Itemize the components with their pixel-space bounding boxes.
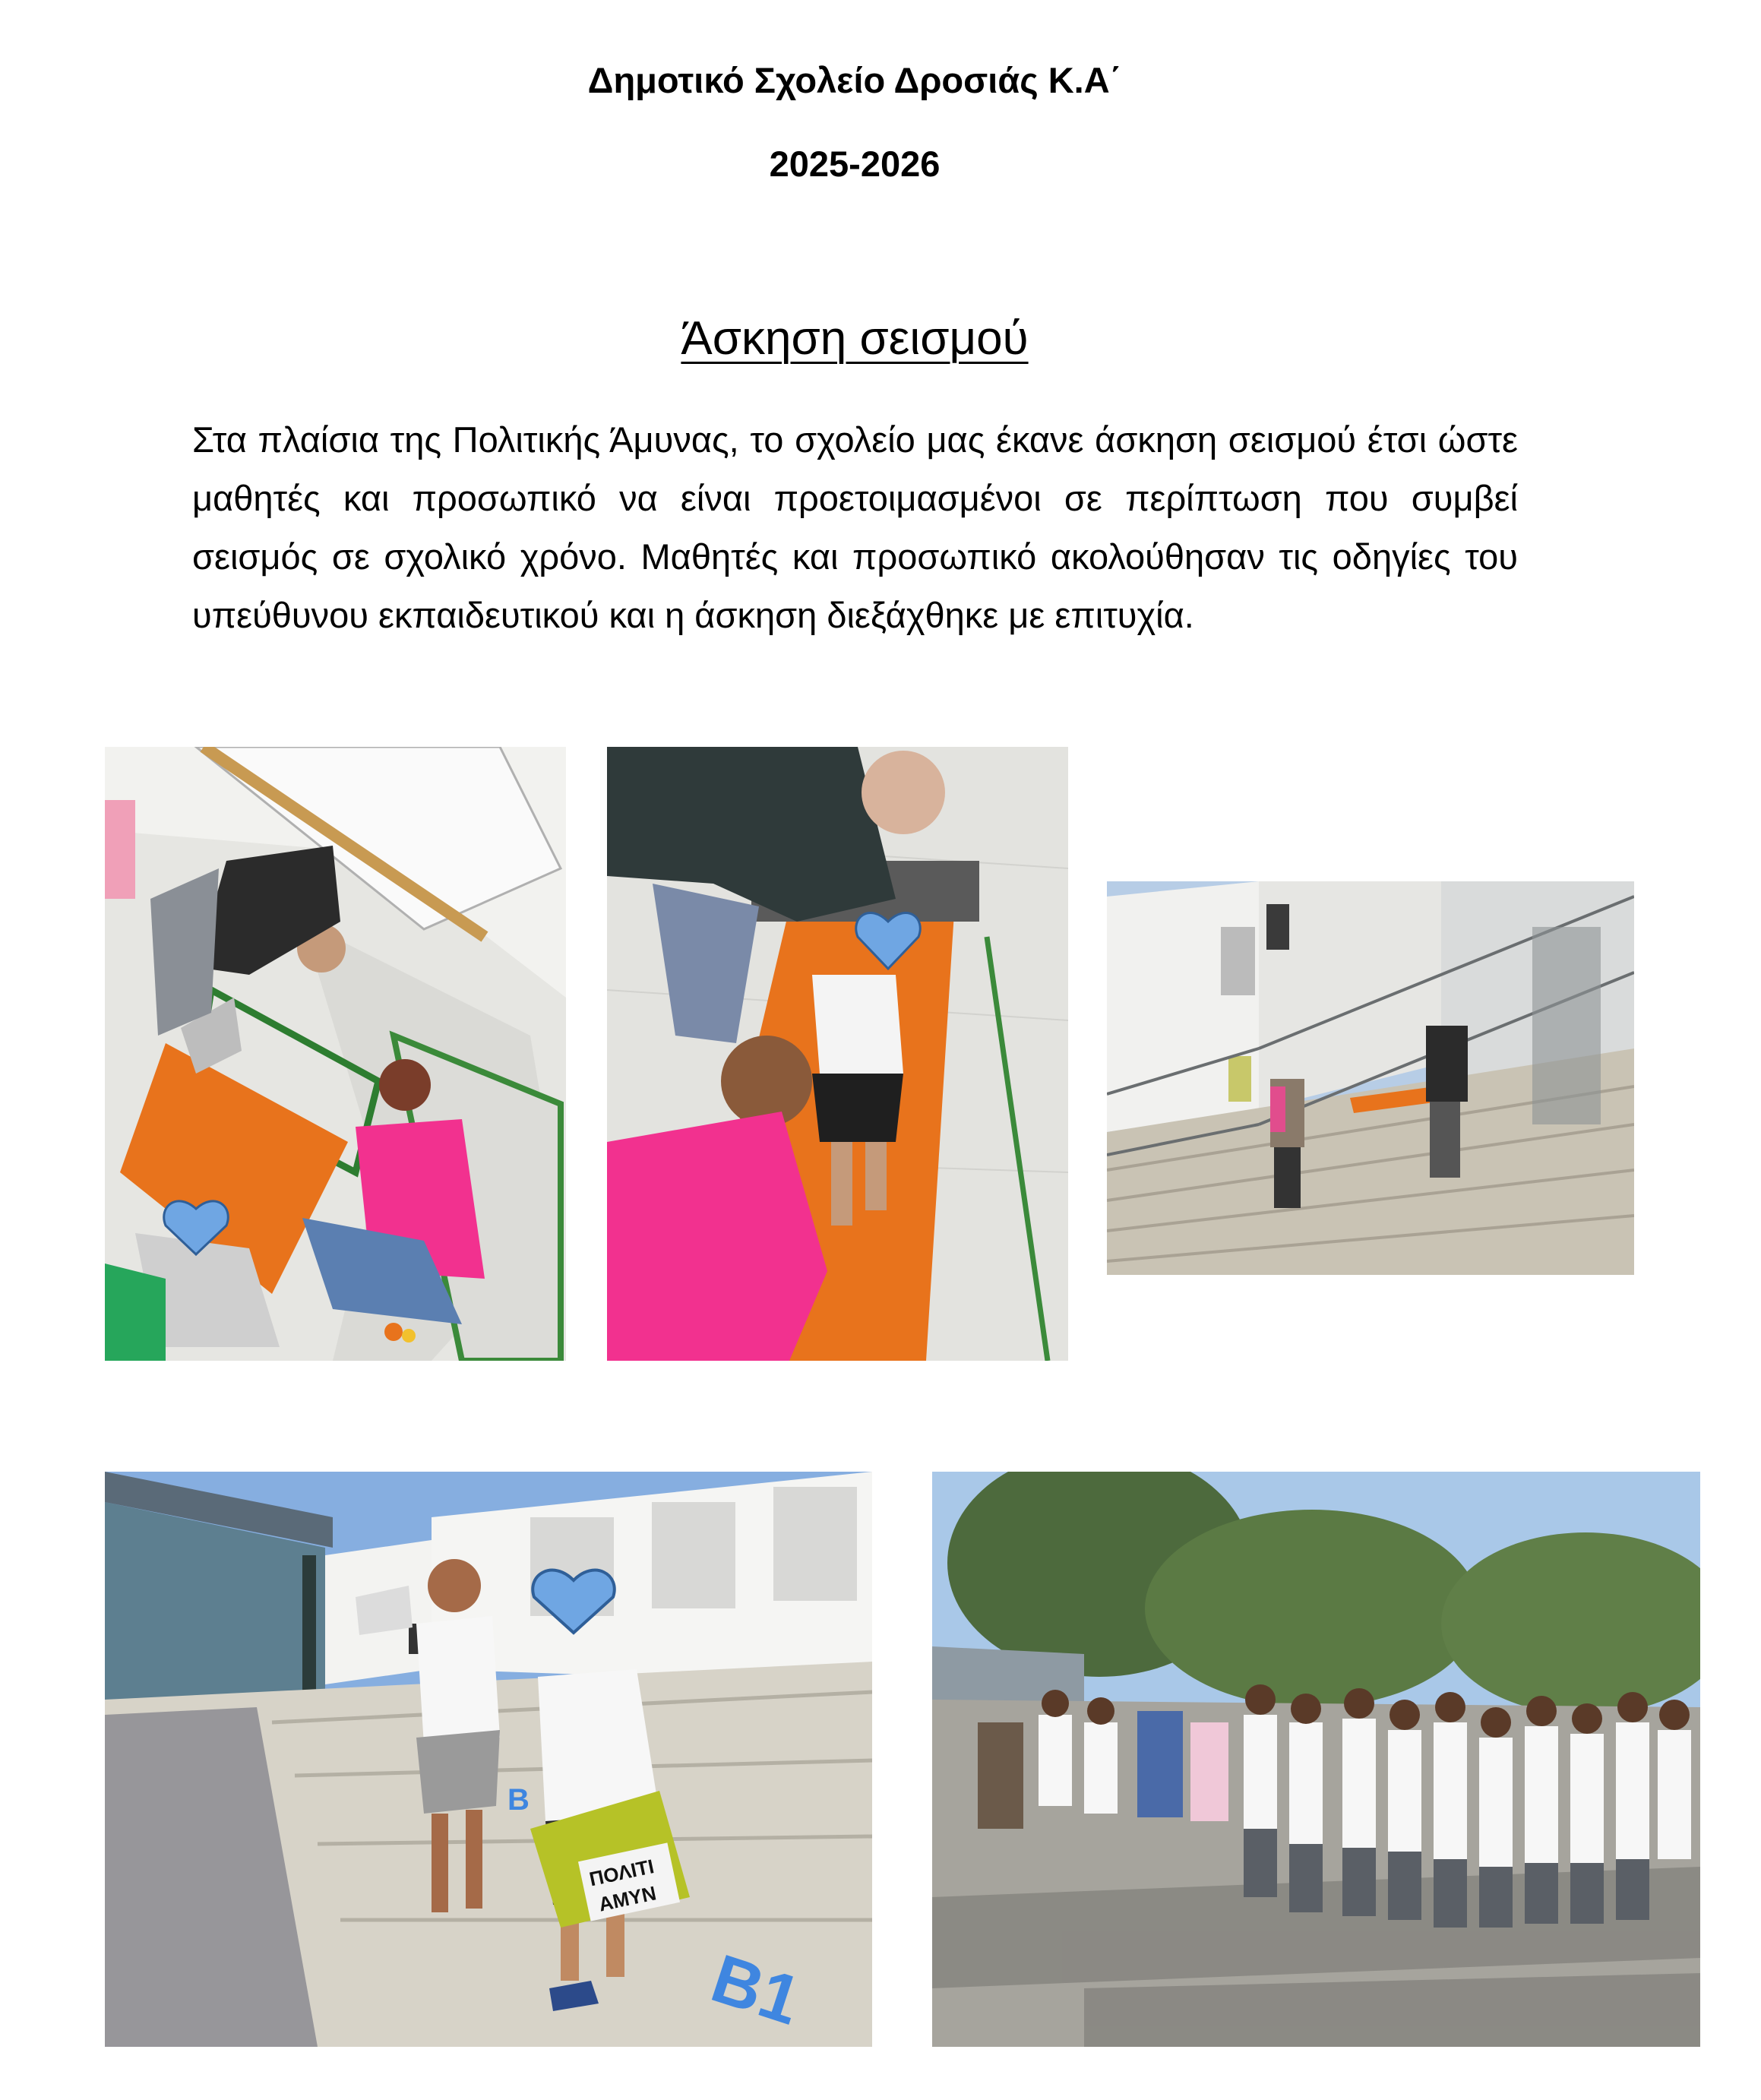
bag-label-line2: ΑΜΥΝ: [596, 1881, 659, 1916]
photo-megaphone-civil-defence-bag: [105, 1472, 872, 2047]
school-name: Δημοτικό Σχολείο Δροσιάς Κ.Α΄: [587, 60, 1122, 100]
photo-child-on-stretcher: [607, 747, 1068, 1361]
photo-classroom-stretcher: [105, 747, 566, 1361]
photo-schoolyard-assembly: [932, 1472, 1700, 2047]
article-heading: Άσκηση σεισμού: [681, 312, 1029, 365]
article-paragraph: Στα πλαίσια της Πολιτικής Άμυνας, το σχολείο μας έκανε άσκηση σεισμού έτσι ώστε μαθητές και προσωπικό να είναι προετοιμασμένοι σε περίπτωση που συμβεί σεισμός σε σχολικό χρόνο. Μαθητές και προσωπικό ακολούθησαν τις οδηγίες του υπεύθυνου εκπαιδευτικού και η άσκηση διεξάχθηκε με επιτυχία.: [192, 419, 1518, 635]
step-marking-b: B: [507, 1783, 530, 1817]
photo-stairs-evacuation: [1107, 881, 1634, 1275]
school-year: 2025-2026: [769, 144, 941, 184]
bag-label-line1: ΠΟΛΙΤΙ: [587, 1855, 656, 1891]
step-marking-b1: B1: [702, 1940, 810, 2040]
